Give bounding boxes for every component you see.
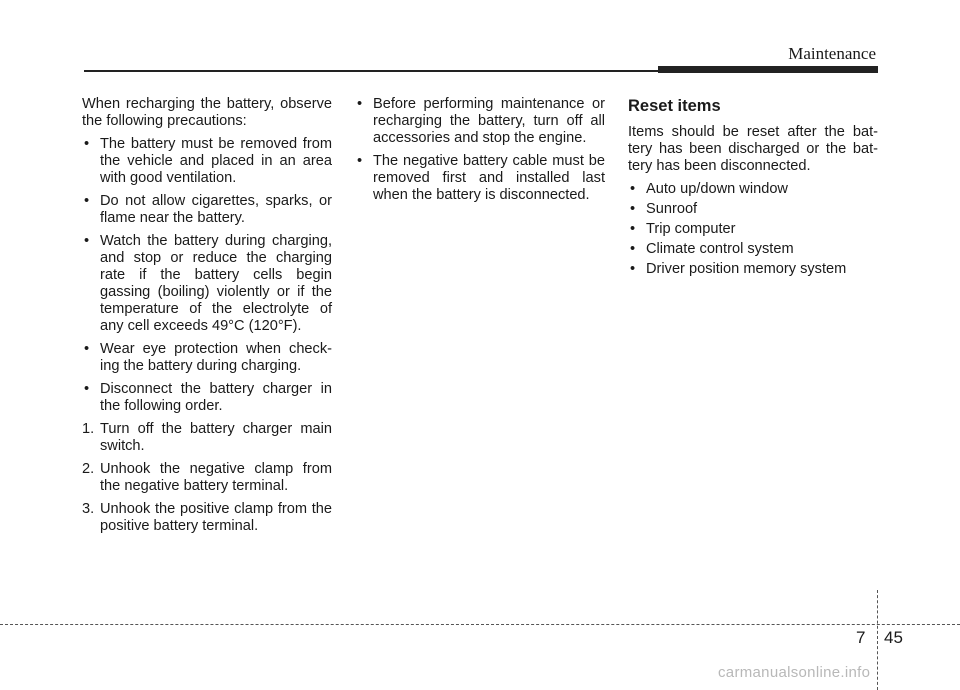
column-2	[355, 96, 605, 210]
chapter-number: 7	[856, 628, 866, 647]
watermark: carmanualsonline.info	[718, 664, 871, 681]
footer-rule	[0, 624, 960, 625]
list-item: • Watch the battery during charging, and stop or reduce the charging rate if the battery cells begin gassing (boiling) violently or if the temperature of the electrolyte of any cell exceeds 49°C (120°F).	[82, 233, 332, 335]
list-item: • Auto up/down window	[628, 181, 878, 198]
step-number: 3.	[82, 501, 95, 517]
list-item: • Disconnect the battery charger in the following order.	[82, 381, 332, 415]
page-number: 45	[884, 628, 903, 647]
list-item: • The negative battery cable must be removed first and installed last when the battery is disconnected.	[355, 153, 605, 204]
step-text: Unhook the positive clamp from the positive battery terminal.	[100, 501, 332, 534]
column-1	[82, 96, 332, 541]
step-number: 2.	[82, 461, 95, 477]
list-item: • Before performing maintenance or recharging the battery, turn off all accessories and stop the engine.	[355, 96, 605, 147]
step-item	[82, 421, 332, 455]
list-item: • Trip computer	[628, 221, 878, 238]
list-item: • Sunroof	[628, 201, 878, 218]
reset-items-list	[628, 181, 878, 278]
step-number: 1.	[82, 421, 95, 437]
reset-intro: Items should be reset after the bat-tery has been discharged or the bat-tery has been disconnected.	[628, 124, 878, 174]
step-text: Unhook the negative clamp from the negative battery terminal.	[100, 461, 332, 494]
step-text: Turn off the battery charger main switch.	[100, 421, 332, 454]
list-item: • The battery must be removed from the vehicle and placed in an area with good ventilation.	[82, 136, 332, 187]
list-item: • Climate control system	[628, 241, 878, 258]
footer-divider	[877, 590, 878, 690]
list-item: • Driver position memory system	[628, 261, 878, 278]
list-item: • Do not allow cigarettes, sparks, or flame near the battery.	[82, 193, 332, 227]
step-item	[82, 461, 332, 495]
disconnect-steps	[82, 421, 332, 535]
header-rule-thick	[658, 66, 878, 73]
list-item: • Wear eye protection when check-ing the battery during charging.	[82, 341, 332, 375]
section-title: Maintenance	[788, 44, 876, 63]
header-rule	[84, 70, 664, 72]
column-3	[628, 96, 878, 281]
precautions-list	[82, 136, 332, 415]
reset-items-heading: Reset items	[628, 97, 721, 115]
intro-paragraph: When recharging the battery, observe the following precautions:	[82, 96, 332, 129]
precautions-list-continued	[355, 96, 605, 204]
step-item	[82, 501, 332, 535]
